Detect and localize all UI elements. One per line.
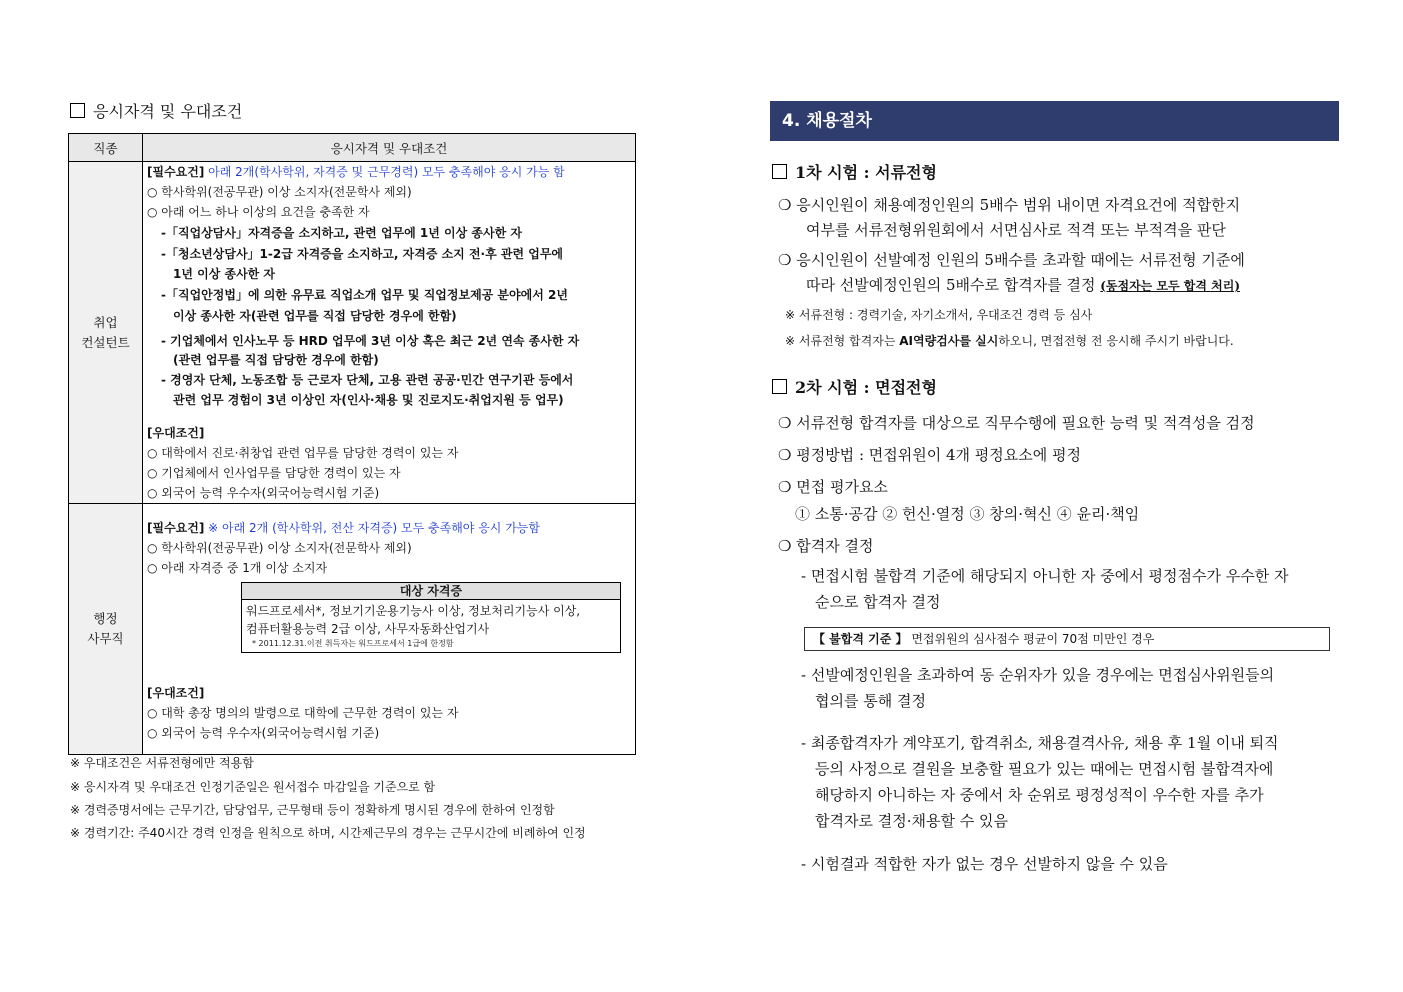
note-4: ※ 경력기간: 주40시간 경력 인정을 원칙으로 하며, 시간제근무의 경우는 근무시간에 비례하여 인정	[70, 826, 586, 840]
cert-line-2: 컴퓨터활용능력 2급 이상, 사무자동화산업기사	[246, 622, 490, 636]
job1-qual-cell	[143, 162, 636, 504]
qualifications-table	[68, 133, 636, 755]
stage2-d4: - 시험결과 적합한 자가 없는 경우 선발하지 않을 수 있음	[801, 855, 1168, 873]
stage2-d2-line1: - 선발예정인원을 초과하여 동 순위자가 있을 경우에는 면접심사위원들의	[801, 666, 1275, 684]
job2-pref-2: ○ 외국어 능력 우수자(외국어능력시험 기준)	[147, 726, 380, 740]
table-header-row	[69, 134, 636, 162]
job2-item-2: ○ 아래 자격증 중 1개 이상 소지자	[147, 561, 328, 575]
job2-name-cell	[69, 504, 143, 755]
table-header-job: 직종	[69, 134, 143, 162]
stage1-p2-line2-text: 따라 선발예정인원의 5배수로 합격자를 결정	[806, 276, 1096, 294]
stage2-p2: ❍ 평정방법 : 면접위원이 4개 평정요소에 평정	[778, 446, 1081, 464]
job2-name-line1: 행정	[93, 611, 118, 626]
job1-item-1: ○ 학사학위(전공무관) 이상 소지자(전문학사 제외)	[147, 185, 412, 199]
job1-name-cell	[69, 162, 143, 504]
stage1-heading	[772, 160, 937, 183]
stage2-d3-line4: 합격자로 결정·채용할 수 있음	[815, 812, 1008, 830]
job1-pref-3: ○ 외국어 능력 우수자(외국어능력시험 기준)	[147, 486, 380, 500]
job2-item-1: ○ 학사학위(전공무관) 이상 소지자(전문학사 제외)	[147, 541, 412, 555]
stage2-p1: ❍ 서류전형 합격자를 대상으로 직무수행에 필요한 능력 및 적격성을 검정	[778, 414, 1255, 432]
job1-sub-2: -「청소년상담사」1-2급 자격증을 소지하고, 자격증 소지 전·후 관련 업무에	[161, 247, 564, 261]
job1-req-line	[143, 162, 635, 182]
stage2-heading-text: 2차 시험 : 면접전형	[795, 378, 937, 397]
stage2-p4: ❍ 합격자 결정	[778, 537, 874, 555]
job1-pref-label: [우대조건]	[147, 426, 205, 440]
stage2-heading	[772, 375, 937, 398]
job2-req-text: ※ 아래 2개 (학사학위, 전산 자격증) 모두 충족해야 응시 가능함	[208, 521, 540, 535]
stage1-note-2	[785, 332, 1234, 349]
job1-sub-6: - 기업체에서 인사노무 등 HRD 업무에 3년 이상 혹은 최근 2년 연속 종사한 자	[161, 334, 580, 348]
fail-criteria-text: 면접위원의 심사점수 평균이 70점 미만인 경우	[911, 632, 1155, 646]
section-banner-hiring-process: 4. 채용절차	[770, 101, 1339, 141]
fail-criteria-box	[804, 627, 1330, 651]
job1-name-line1: 취업	[93, 314, 118, 330]
checkbox-square-icon	[772, 379, 787, 394]
checkbox-square-icon	[772, 164, 787, 179]
job2-pref-label: [우대조건]	[147, 686, 205, 700]
stage1-p1-line2: 여부를 서류전형위원회에서 서면심사로 적격 또는 부적격을 판단	[806, 221, 1226, 239]
job1-sub-4: -「직업안정법」에 의한 유무료 직업소개 업무 및 직업정보제공 분야에서 2년	[161, 288, 568, 302]
stage2-p3: ❍ 면접 평가요소	[778, 478, 888, 496]
job2-req-line	[143, 518, 635, 538]
job2-pref-1: ○ 대학 총장 명의의 발령으로 대학에 근무한 경력이 있는 자	[147, 706, 459, 720]
stage1-p2-line2	[806, 273, 1240, 299]
table-header-qualifications: 응시자격 및 우대조건	[143, 134, 636, 162]
stage2-d2-line2: 협의를 통해 결정	[815, 692, 926, 710]
job1-pref-1: ○ 대학에서 진로·취창업 관련 업무를 담당한 경력이 있는 자	[147, 446, 459, 460]
target-cert-body	[242, 600, 620, 652]
heading-text: 응시자격 및 우대조건	[93, 102, 243, 121]
cert-note: * 2011.12.31.이전 취득자는 워드프로세서 1급에 한정함	[252, 639, 454, 648]
stage1-heading-text: 1차 시험 : 서류전형	[795, 163, 937, 182]
job2-qual-cell	[143, 504, 636, 755]
job1-pref-2: ○ 기업체에서 인사업무를 담당한 경력이 있는 자	[147, 466, 401, 480]
job1-name-line2: 컨설턴트	[81, 334, 130, 350]
job1-req-text: 아래 2개(학사학위, 자격증 및 근무경력) 모두 충족해야 응시 가능 함	[208, 165, 565, 179]
stage2-factors: ① 소통·공감 ② 헌신·열정 ③ 창의·혁신 ④ 윤리·책임	[795, 505, 1140, 523]
stage1-note2-a: ※ 서류전형 합격자는	[785, 334, 900, 348]
stage1-note-1: ※ 서류전형 : 경력기술, 자기소개서, 우대조건 경력 등 심사	[785, 308, 1093, 322]
job1-req-label: [필수요건]	[147, 165, 205, 179]
job1-item-2: ○ 아래 어느 하나 이상의 요건을 충족한 자	[147, 205, 370, 219]
table-row-job2	[69, 504, 636, 755]
target-cert-title: 대상 자격증	[242, 583, 620, 600]
cert-line-1: 워드프로세서*, 정보기기운용기능사 이상, 정보처리기능사 이상,	[246, 604, 581, 618]
stage2-d3-line3: 해당하지 아니하는 자 중에서 차 순위로 평정성적이 우수한 자를 추가	[815, 786, 1264, 804]
table-row-job1	[69, 162, 636, 504]
stage1-note2-b: AI역량검사를 실시	[899, 334, 999, 348]
stage1-p2-emphasis: (동점자는 모두 합격 처리)	[1100, 279, 1241, 293]
fail-criteria-label: 【 불합격 기준 】	[813, 632, 908, 646]
checkbox-square-icon	[70, 103, 85, 118]
job1-sub-7: (관련 업무를 직접 담당한 경우에 한함)	[173, 353, 379, 367]
note-1: ※ 우대조건은 서류전형에만 적용함	[70, 756, 254, 770]
job1-sub-5: 이상 종사한 자(관련 업무를 직접 담당한 경우에 한함)	[173, 309, 457, 323]
job1-sub-3: 1년 이상 종사한 자	[173, 267, 276, 281]
section-heading-qualifications	[70, 99, 242, 122]
target-cert-box	[241, 582, 621, 653]
stage1-note2-c: 하오니, 면접전형 전 응시해 주시기 바랍니다.	[998, 334, 1234, 348]
job2-name-line2: 사무직	[87, 631, 124, 646]
job1-sub-8: - 경영자 단체, 노동조합 등 근로자 단체, 고용 관련 공공·민간 연구기관 등에서	[161, 373, 574, 387]
job1-sub-9: 관련 업무 경험이 3년 이상인 자(인사·채용 및 진로지도·취업지원 등 업무)	[173, 393, 564, 407]
stage1-p2-line1: ❍ 응시인원이 선발예정 인원의 5배수를 초과할 때에는 서류전형 기준에	[778, 251, 1245, 269]
note-2: ※ 응시자격 및 우대조건 인정기준일은 원서접수 마감일을 기준으로 함	[70, 780, 436, 794]
stage2-d3-line2: 등의 사정으로 결원을 보충할 필요가 있는 때에는 면접시험 불합격자에	[815, 760, 1274, 778]
stage2-d1-line1: - 면접시험 불합격 기준에 해당되지 아니한 자 중에서 평정점수가 우수한 자	[801, 567, 1289, 585]
job2-req-label: [필수요건]	[147, 521, 205, 535]
stage1-p1-line1: ❍ 응시인원이 채용예정인원의 5배수 범위 내이면 자격요건에 적합한지	[778, 196, 1241, 214]
job1-sub-1: -「직업상담사」자격증을 소지하고, 관련 업무에 1년 이상 종사한 자	[161, 226, 522, 240]
stage2-d1-line2: 순으로 합격자 결정	[815, 593, 941, 611]
note-3: ※ 경력증명서에는 근무기간, 담당업무, 근무형태 등이 정확하게 명시된 경우에 한하여 인정함	[70, 803, 555, 817]
stage2-d3-line1: - 최종합격자가 계약포기, 합격취소, 채용결격사유, 채용 후 1월 이내 퇴직	[801, 734, 1279, 752]
